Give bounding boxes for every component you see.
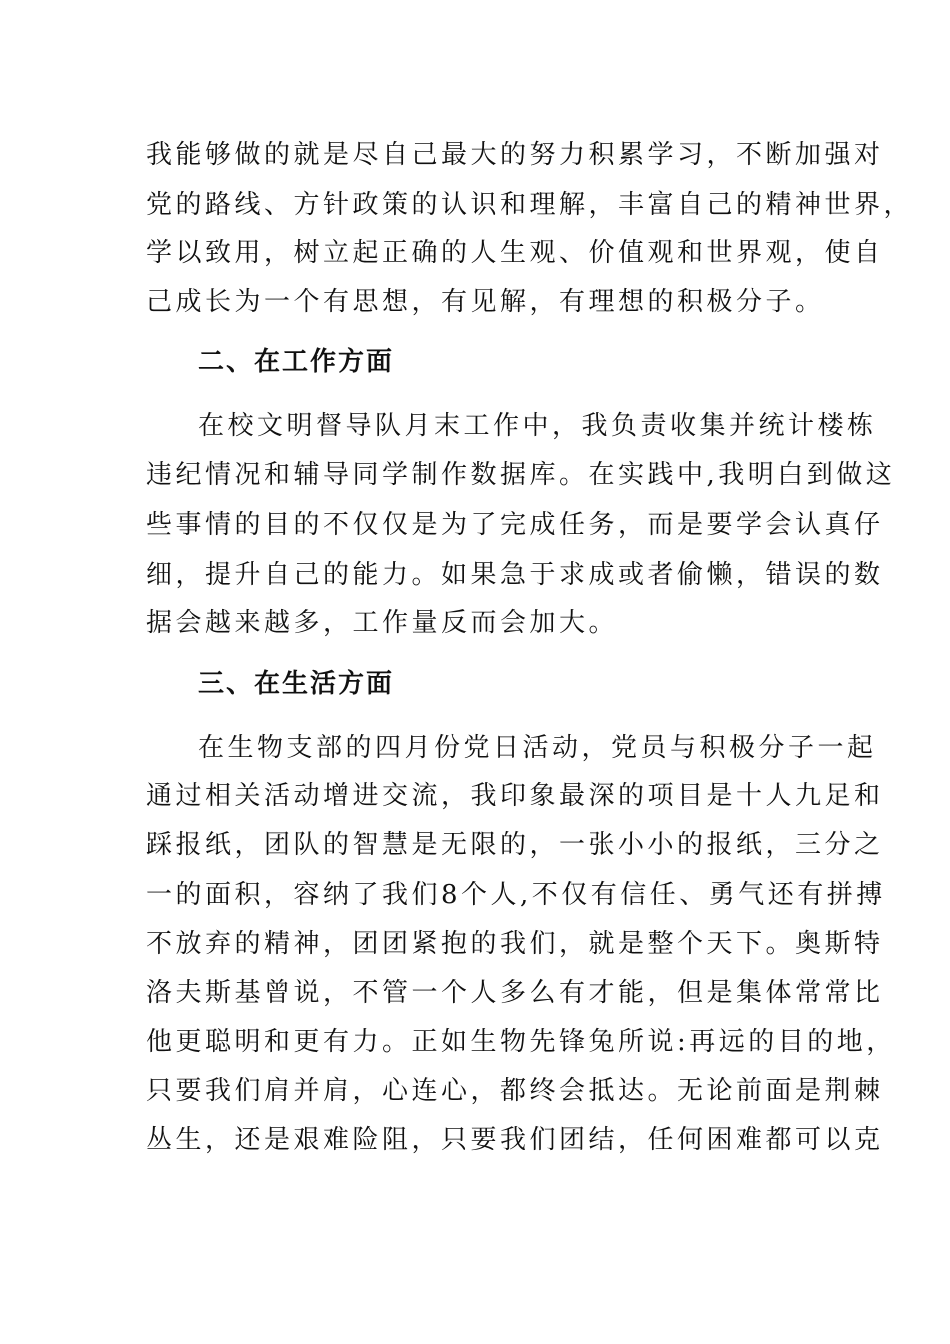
paragraph-1-line-4: 己成长为一个有思想，有见解，有理想的积极分子。: [146, 287, 825, 317]
paragraph-2-line-4: 细，提升自己的能力。如果急于求成或者偷懒，错误的数: [146, 560, 884, 590]
paragraph-3-line-8: 只要我们肩并肩，心连心，都终会抵达。无论前面是荆棘: [146, 1076, 884, 1106]
paragraph-1-line-2: 党的路线、方针政策的认识和理解，丰富自己的精神世界，: [146, 190, 914, 220]
paragraph-3-line-7: 他更聪明和更有力。正如生物先锋兔所说:再远的目的地，: [146, 1027, 896, 1057]
paragraph-2-line-5: 据会越来越多，工作量反而会加大。: [146, 608, 619, 638]
paragraph-3-line-4: 一的面积，容纳了我们8个人,不仅有信任、勇气还有拼搏: [146, 880, 886, 910]
paragraph-2-line-2: 违纪情况和辅导同学制作数据库。在实践中,我明白到做这: [146, 460, 896, 490]
paragraph-3-line-5: 不放弃的精神，团团紧抱的我们，就是整个天下。奥斯特: [146, 929, 884, 959]
paragraph-3-line-6: 洛夫斯基曾说，不管一个人多么有才能，但是集体常常比: [146, 978, 884, 1008]
paragraph-3-line-3: 踩报纸，团队的智慧是无限的，一张小小的报纸，三分之: [146, 830, 884, 860]
section-heading-work: 二、在工作方面: [198, 347, 395, 377]
paragraph-3-line-2: 通过相关活动增进交流，我印象最深的项目是十人九足和: [146, 781, 884, 811]
paragraph-3-line-9: 丛生，还是艰难险阻，只要我们团结，任何困难都可以克: [146, 1125, 884, 1155]
section-heading-life: 三、在生活方面: [198, 669, 395, 699]
paragraph-3-line-1: 在生物支部的四月份党日活动，党员与积极分子一起: [198, 733, 877, 763]
paragraph-2-line-1: 在校文明督导队月末工作中，我负责收集并统计楼栋: [198, 411, 877, 441]
paragraph-2-line-3: 些事情的目的不仅仅是为了完成任务，而是要学会认真仔: [146, 510, 884, 540]
paragraph-1-line-1: 我能够做的就是尽自己最大的努力积累学习，不断加强对: [146, 140, 884, 170]
paragraph-1-line-3: 学以致用，树立起正确的人生观、价值观和世界观，使自: [146, 238, 884, 268]
